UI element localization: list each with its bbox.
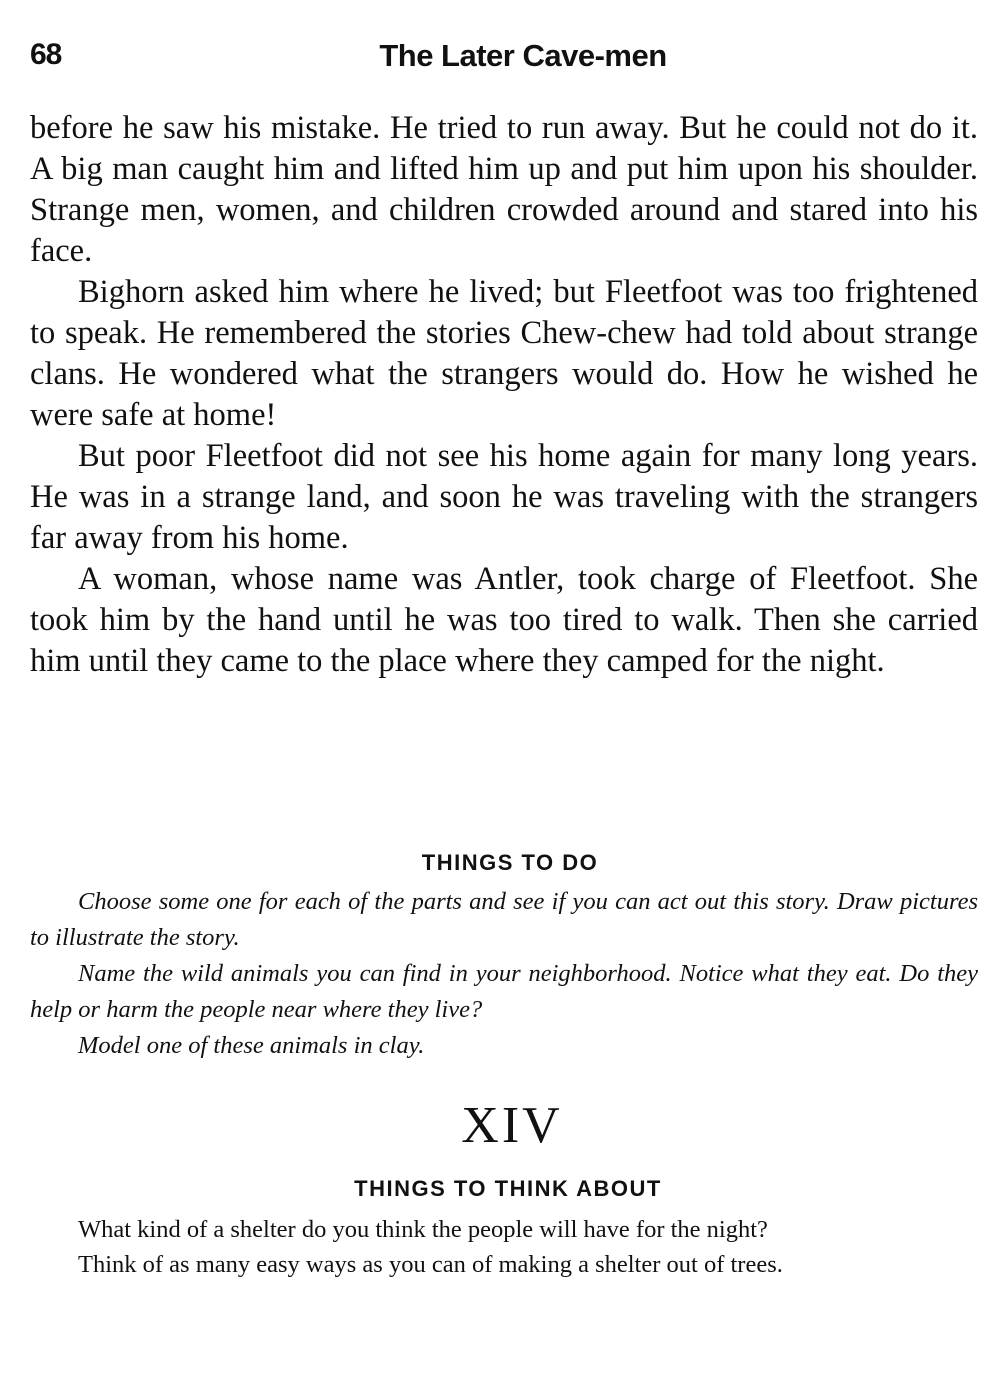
running-title: The Later Cave-men xyxy=(379,38,667,73)
chapter-number: XIV xyxy=(461,1097,563,1154)
question-item: What kind of a shelter do you think the people will have for the night? xyxy=(78,1216,768,1243)
things-to-do-heading: THINGS TO DO xyxy=(421,850,599,875)
story-paragraph: before he saw his mistake. He tried to run away. But he could not do it. A big man caught him and lifted him up and put him upon his shoulder. Strange men, women, and children crowded around and stared into his face. xyxy=(30,110,978,269)
story-paragraph: Bighorn asked him where he lived; but Fleetfoot was too frightened to speak. He remembered the stories Chew-chew had told about strange clans. He wondered what the strangers would do. How he wished he were safe at home! xyxy=(30,274,978,433)
story-paragraph: A woman, whose name was Antler, took charge of Fleetfoot. She took him by the hand until he was too tired to walk. Then she carried him until they came to the place where they camped for the night. xyxy=(30,561,978,679)
question-item: Think of as many easy ways as you can of making a shelter out of trees. xyxy=(78,1251,783,1278)
activity-item: Name the wild animals you can find in your neighborhood. Notice what they eat. Do they help or harm the people near where they live? xyxy=(30,960,978,1023)
story-paragraph: But poor Fleetfoot did not see his home again for many long years. He was in a strange land, and soon he was traveling with the strangers far away from his home. xyxy=(30,438,978,556)
things-to-do-list xyxy=(30,884,978,1064)
page-number: 68 xyxy=(30,38,62,71)
things-to-think-about-heading: THINGS TO THINK ABOUT xyxy=(354,1176,662,1201)
story-text xyxy=(30,108,978,682)
activity-item: Model one of these animals in clay. xyxy=(78,1032,425,1059)
page-header xyxy=(30,38,980,88)
things-to-think-about-list xyxy=(30,1212,978,1282)
activity-item: Choose some one for each of the parts and see if you can act out this story. Draw pictures to illustrate the story. xyxy=(30,888,978,951)
